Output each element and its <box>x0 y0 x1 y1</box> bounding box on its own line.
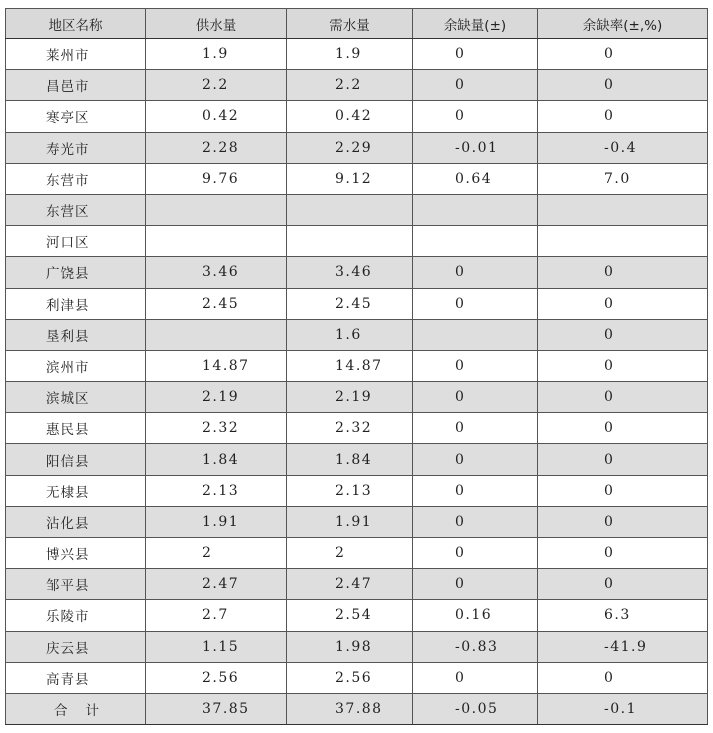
header-region: 地区名称 <box>6 9 146 39</box>
header-row <box>6 9 708 39</box>
cell-region-name: 乐陵市 <box>6 600 146 631</box>
table-row <box>6 413 708 444</box>
cell-region-name: 阳信县 <box>6 444 146 475</box>
cell-region-name: 庆云县 <box>6 631 146 662</box>
cell-demand: 2.32 <box>287 413 413 444</box>
cell-rate: 0 <box>538 319 708 350</box>
cell-balance: 0 <box>413 506 538 537</box>
cell-region-name: 无棣县 <box>6 475 146 506</box>
header-supply: 供水量 <box>146 9 287 39</box>
cell-supply: 2 <box>146 538 287 569</box>
cell-demand: 2.13 <box>287 475 413 506</box>
cell-demand: 2.19 <box>287 382 413 413</box>
total-cell-balance: -0.05 <box>413 693 538 724</box>
cell-rate: 0 <box>538 413 708 444</box>
cell-demand: 0.42 <box>287 101 413 132</box>
cell-rate: 0 <box>538 70 708 101</box>
cell-balance: 0 <box>413 444 538 475</box>
table-row <box>6 538 708 569</box>
cell-supply: 2.47 <box>146 569 287 600</box>
cell-rate: 0 <box>538 39 708 70</box>
table-row <box>6 506 708 537</box>
cell-region-name: 惠民县 <box>6 413 146 444</box>
cell-region-name: 滨州市 <box>6 350 146 381</box>
table-row <box>6 39 708 70</box>
cell-balance <box>413 194 538 225</box>
cell-supply: 1.15 <box>146 631 287 662</box>
cell-demand: 1.6 <box>287 319 413 350</box>
cell-rate: 0 <box>538 382 708 413</box>
table-row <box>6 475 708 506</box>
cell-demand: 2.2 <box>287 70 413 101</box>
table-header <box>6 9 708 39</box>
table-row <box>6 569 708 600</box>
cell-supply <box>146 319 287 350</box>
water-balance-table <box>5 8 708 725</box>
cell-balance: 0 <box>413 538 538 569</box>
cell-supply <box>146 194 287 225</box>
cell-demand: 2.45 <box>287 288 413 319</box>
table-row <box>6 101 708 132</box>
total-cell-supply: 37.85 <box>146 693 287 724</box>
cell-rate: -0.4 <box>538 132 708 163</box>
table-row <box>6 600 708 631</box>
cell-balance: 0 <box>413 257 538 288</box>
cell-supply: 2.19 <box>146 382 287 413</box>
cell-supply: 2.7 <box>146 600 287 631</box>
table-body <box>6 39 708 725</box>
table-row <box>6 444 708 475</box>
cell-rate: 7.0 <box>538 163 708 194</box>
table-row <box>6 70 708 101</box>
table-row <box>6 631 708 662</box>
cell-rate: 0 <box>538 288 708 319</box>
cell-supply <box>146 226 287 257</box>
cell-region-name: 沾化县 <box>6 506 146 537</box>
cell-rate: 0 <box>538 662 708 693</box>
cell-rate: -41.9 <box>538 631 708 662</box>
cell-rate <box>538 194 708 225</box>
cell-demand: 2.54 <box>287 600 413 631</box>
cell-region-name: 邹平县 <box>6 569 146 600</box>
table-row <box>6 288 708 319</box>
cell-demand: 2.47 <box>287 569 413 600</box>
cell-supply: 14.87 <box>146 350 287 381</box>
cell-supply: 1.91 <box>146 506 287 537</box>
table-row <box>6 319 708 350</box>
cell-rate <box>538 226 708 257</box>
cell-balance: 0.16 <box>413 600 538 631</box>
cell-region-name: 寒亭区 <box>6 101 146 132</box>
cell-supply: 2.45 <box>146 288 287 319</box>
cell-demand: 3.46 <box>287 257 413 288</box>
cell-balance <box>413 226 538 257</box>
cell-balance: 0 <box>413 70 538 101</box>
cell-region-name: 博兴县 <box>6 538 146 569</box>
table-row <box>6 662 708 693</box>
cell-supply: 1.9 <box>146 39 287 70</box>
cell-supply: 2.2 <box>146 70 287 101</box>
cell-total-label: 合计 <box>6 693 146 724</box>
cell-region-name: 昌邑市 <box>6 70 146 101</box>
cell-demand: 1.91 <box>287 506 413 537</box>
cell-demand: 2 <box>287 538 413 569</box>
cell-balance: 0 <box>413 350 538 381</box>
cell-balance: 0 <box>413 413 538 444</box>
table-row <box>6 132 708 163</box>
cell-balance: -0.83 <box>413 631 538 662</box>
table-row <box>6 194 708 225</box>
cell-demand: 2.56 <box>287 662 413 693</box>
cell-supply: 2.32 <box>146 413 287 444</box>
table-row <box>6 257 708 288</box>
cell-balance: 0 <box>413 569 538 600</box>
cell-supply: 3.46 <box>146 257 287 288</box>
cell-region-name: 河口区 <box>6 226 146 257</box>
table-row <box>6 163 708 194</box>
cell-balance: 0 <box>413 101 538 132</box>
cell-supply: 9.76 <box>146 163 287 194</box>
table-row <box>6 226 708 257</box>
cell-region-name: 东营市 <box>6 163 146 194</box>
cell-supply: 2.13 <box>146 475 287 506</box>
cell-rate: 0 <box>538 506 708 537</box>
cell-balance: 0 <box>413 288 538 319</box>
cell-rate: 0 <box>538 538 708 569</box>
cell-balance <box>413 319 538 350</box>
total-cell-rate: -0.1 <box>538 693 708 724</box>
cell-balance: 0.64 <box>413 163 538 194</box>
cell-supply: 2.56 <box>146 662 287 693</box>
cell-balance: 0 <box>413 39 538 70</box>
cell-rate: 0 <box>538 257 708 288</box>
cell-rate: 0 <box>538 475 708 506</box>
cell-region-name: 莱州市 <box>6 39 146 70</box>
cell-demand: 1.9 <box>287 39 413 70</box>
cell-balance: -0.01 <box>413 132 538 163</box>
cell-demand: 1.98 <box>287 631 413 662</box>
cell-demand: 2.29 <box>287 132 413 163</box>
cell-region-name: 东营区 <box>6 194 146 225</box>
cell-region-name: 垦利县 <box>6 319 146 350</box>
cell-supply: 0.42 <box>146 101 287 132</box>
cell-rate: 0 <box>538 444 708 475</box>
cell-rate: 0 <box>538 101 708 132</box>
cell-supply: 2.28 <box>146 132 287 163</box>
cell-demand <box>287 226 413 257</box>
total-row <box>6 693 708 724</box>
cell-rate: 0 <box>538 569 708 600</box>
table-row <box>6 350 708 381</box>
cell-balance: 0 <box>413 662 538 693</box>
water-balance-table-container <box>5 8 708 725</box>
table-row <box>6 382 708 413</box>
cell-demand <box>287 194 413 225</box>
total-cell-demand: 37.88 <box>287 693 413 724</box>
cell-demand: 14.87 <box>287 350 413 381</box>
cell-region-name: 广饶县 <box>6 257 146 288</box>
cell-supply: 1.84 <box>146 444 287 475</box>
cell-demand: 9.12 <box>287 163 413 194</box>
cell-balance: 0 <box>413 475 538 506</box>
cell-rate: 6.3 <box>538 600 708 631</box>
cell-region-name: 利津县 <box>6 288 146 319</box>
cell-rate: 0 <box>538 350 708 381</box>
cell-region-name: 高青县 <box>6 662 146 693</box>
cell-region-name: 滨城区 <box>6 382 146 413</box>
header-demand: 需水量 <box>287 9 413 39</box>
cell-demand: 1.84 <box>287 444 413 475</box>
cell-region-name: 寿光市 <box>6 132 146 163</box>
header-rate: 余缺率(±,%) <box>538 9 708 39</box>
header-balance: 余缺量(±) <box>413 9 538 39</box>
cell-balance: 0 <box>413 382 538 413</box>
